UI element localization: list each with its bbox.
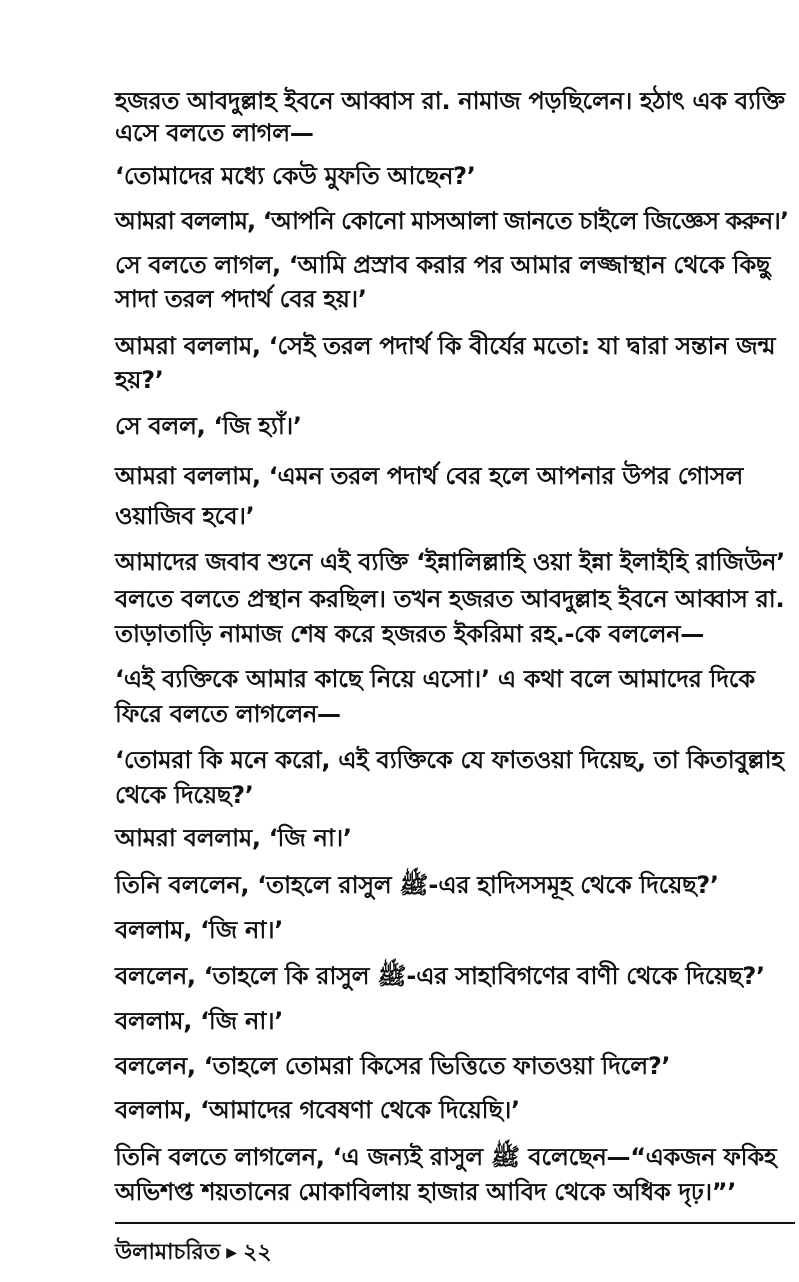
text-line-19: আমরা বললাম, ‘জি না।’ [115,824,352,852]
text-line-5: সে বলতে লাগল, ‘আমি প্রস্রাব করার পর আমার লজ্জাস্থান থেকে কিছু [115,251,771,279]
text-line-27: অভিশপ্ত শয়তানের মোকাবিলায় হাজার আবিদ থেকে অধিক দৃঢ়।”’ [115,1178,737,1206]
text-line-2: এসে বলতে লাগল— [115,119,314,147]
text-line-1: হজরত আবদুল্লাহ ইবনে আব্বাস রা. নামাজ পড়ছিলেন। হঠাৎ এক ব্যক্তি [115,87,785,115]
page-number: ২২ [243,1240,272,1265]
text-line-25: বললাম, ‘আমাদের গবেষণা থেকে দিয়েছি।’ [115,1096,520,1124]
text-line-4: আমরা বললাম, ‘আপনি কোনো মাসআলা জানতে চাইলে জিজ্ঞেস করুন।’ [115,207,789,235]
page-footer [115,1238,272,1268]
text-line-20: তিনি বললেন, ‘তাহলে রাসুল ﷺ-এর হাদিসসমূহ থেকে দিয়েছ?’ [115,871,719,899]
footer-divider [115,1222,795,1224]
text-line-10: আমরা বললাম, ‘এমন তরল পদার্থ বের হলে আপনার উপর গোসল [115,462,743,490]
text-line-21: বললাম, ‘জি না।’ [115,916,284,944]
text-line-14: তাড়াতাড়ি নামাজ শেষ করে হজরত ইকরিমা রহ.-কে বললেন— [115,620,704,648]
text-line-18: থেকে দিয়েছ?’ [115,781,254,809]
text-line-24: বললেন, ‘তাহলে তোমরা কিসের ভিত্তিতে ফাতওয়া দিলে?’ [115,1052,671,1080]
text-line-23: বললাম, ‘জি না।’ [115,1007,284,1035]
text-line-22: বললেন, ‘তাহলে কি রাসুল ﷺ-এর সাহাবিগণের বাণী থেকে দিয়েছ?’ [115,962,765,990]
text-line-8: হয়?’ [115,366,164,394]
text-line-3: ‘তোমাদের মধ্যে কেউ মুফতি আছেন?’ [115,162,476,190]
triangle-right-icon: ▶ [226,1245,238,1261]
text-line-11: ওয়াজিব হবে।’ [115,502,255,530]
text-line-7: আমরা বললাম, ‘সেই তরল পদার্থ কি বীর্যের মতো: যা দ্বারা সন্তান জন্ম [115,332,776,360]
text-line-15: ‘এই ব্যক্তিকে আমার কাছে নিয়ে এসো।’ এ কথা বলে আমাদের দিকে [115,665,755,693]
text-line-9: সে বলল, ‘জি হ্যাঁ।’ [115,412,302,440]
text-line-16: ফিরে বলতে লাগলেন— [115,700,341,728]
text-line-6: সাদা তরল পদার্থ বের হয়।’ [115,285,367,313]
text-line-26: তিনি বলতে লাগলেন, ‘এ জন্যই রাসুল ﷺ বলেছেন—“একজন ফকিহ [115,1143,777,1171]
text-line-12: আমাদের জবাব শুনে এই ব্যক্তি ‘ইন্নালিল্লাহি ওয়া ইন্না ইলাইহি রাজিউন’ [115,548,785,576]
text-line-17: ‘তোমরা কি মনে করো, এই ব্যক্তিকে যে ফাতওয়া দিয়েছ, তা কিতাবুল্লাহ [115,746,784,774]
text-line-13: বলতে বলতে প্রস্থান করছিল। তখন হজরত আবদুল্লাহ ইবনে আব্বাস রা. [115,585,785,613]
book-title: উলামাচরিত [115,1240,221,1265]
